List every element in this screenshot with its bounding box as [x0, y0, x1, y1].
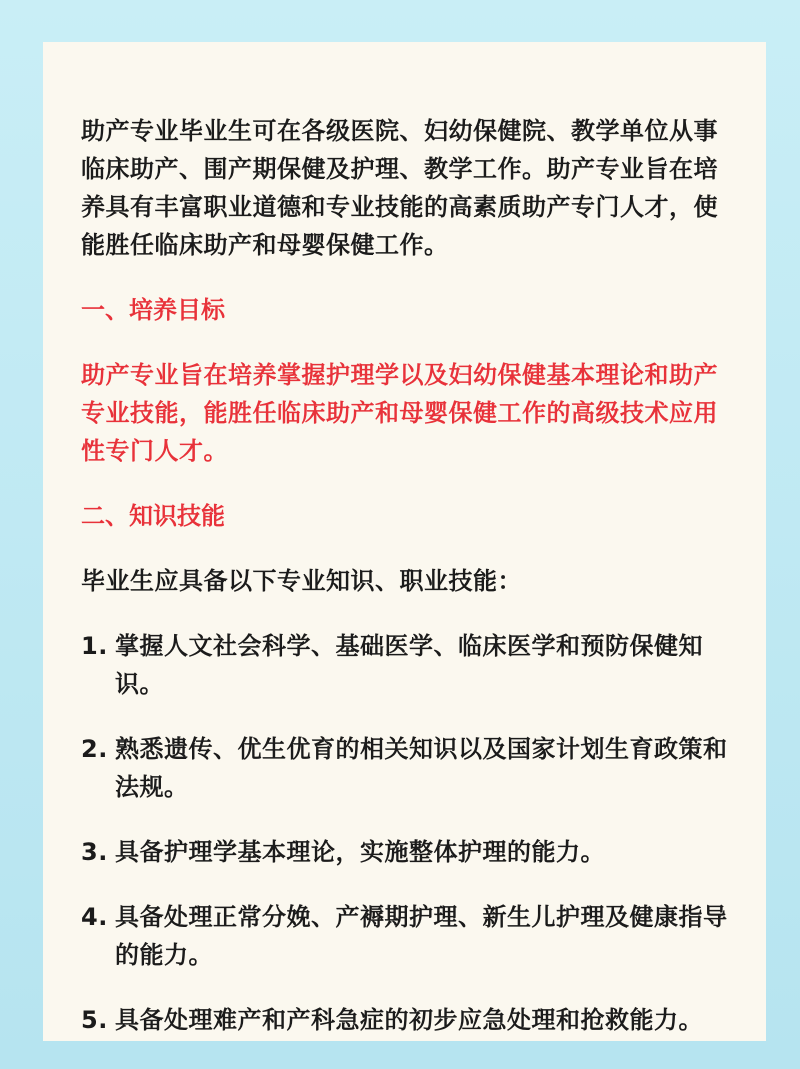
list-item-text: 具备处理难产和产科急症的初步应急处理和抢救能力。 — [115, 1006, 703, 1034]
list-item-text: 熟悉遗传、优生优育的相关知识以及国家计划生育政策和法规。 — [115, 735, 728, 801]
document-card — [43, 42, 766, 1041]
list-item — [81, 730, 736, 806]
list-item-number: 5. — [81, 1006, 108, 1034]
list-item-number: 2. — [81, 735, 108, 763]
list-item-text: 具备护理学基本理论，实施整体护理的能力。 — [115, 838, 605, 866]
list-item — [81, 1001, 736, 1039]
section-heading-training-goal: 一、培养目标 — [81, 296, 225, 324]
training-goal-paragraph: 助产专业旨在培养掌握护理学以及妇幼保健基本理论和助产专业技能，能胜任临床助产和母婴保健工作的高级技术应用性专门人才。 — [81, 361, 718, 465]
list-item-number: 4. — [81, 903, 108, 931]
list-item-number: 1. — [81, 632, 108, 660]
list-item — [81, 833, 736, 871]
list-item-text: 具备处理正常分娩、产褥期护理、新生儿护理及健康指导的能力。 — [115, 903, 728, 969]
list-item — [81, 627, 736, 703]
list-item — [81, 898, 736, 974]
list-item-text: 掌握人文社会科学、基础医学、临床医学和预防保健知识。 — [115, 632, 703, 698]
intro-paragraph: 助产专业毕业生可在各级医院、妇幼保健院、教学单位从事临床助产、围产期保健及护理、教学工作。助产专业旨在培养具有丰富职业道德和专业技能的高素质助产专门人才，使能胜任临床助产和母婴保健工作。 — [81, 117, 718, 259]
section-heading-knowledge-skills: 二、知识技能 — [81, 502, 225, 530]
list-item-number: 3. — [81, 838, 108, 866]
knowledge-skills-lead: 毕业生应具备以下专业知识、职业技能： — [81, 567, 522, 595]
